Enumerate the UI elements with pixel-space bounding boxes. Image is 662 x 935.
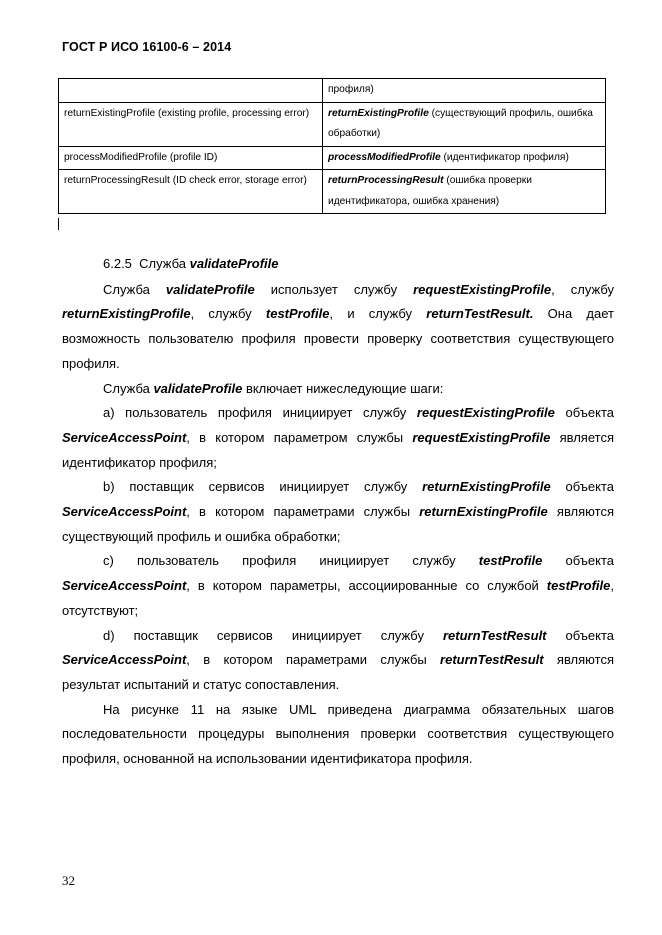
table-cell-left: returnProcessingResult (ID check error, storage error) xyxy=(59,170,323,214)
text-run: а) пользователь профиля инициирует службу xyxy=(103,405,417,421)
table-cell-right xyxy=(323,170,606,214)
text-run: , в котором параметрами службы xyxy=(186,504,420,520)
list-item-c xyxy=(62,549,614,623)
method-desc: (идентификатор профиля) xyxy=(440,151,569,163)
text-run: , в котором параметры, ассоциированные со службой xyxy=(186,578,547,594)
emphasis-term: requestExistingProfile xyxy=(412,429,551,445)
emphasis-term: testProfile xyxy=(546,578,611,594)
text-run: с) пользователь профиля инициирует службу xyxy=(103,553,479,569)
emphasis-term: ServiceAccessPoint xyxy=(62,652,187,668)
emphasis-term: returnExistingProfile xyxy=(62,306,191,322)
paragraph xyxy=(62,377,614,402)
list-item-a xyxy=(62,401,614,475)
emphasis-term: ServiceAccessPoint xyxy=(62,578,187,594)
text-run: , службу xyxy=(551,281,614,297)
page-number: 32 xyxy=(62,873,75,888)
table-cell-right xyxy=(323,146,606,170)
table-row xyxy=(59,170,606,214)
section-title-service: validateProfile xyxy=(189,256,279,271)
text-run: Служба xyxy=(103,380,154,396)
document-header: ГОСТ Р ИСО 16100-6 – 2014 xyxy=(62,40,232,54)
text-run: являются существующий профиль и ошибка обработки; xyxy=(62,504,614,544)
text-run: объекта xyxy=(546,627,614,643)
table-cell-left: returnExistingProfile (existing profile, processing error) xyxy=(59,102,323,146)
text-run: включает нижеследующие шаги: xyxy=(242,380,444,396)
text-run: Она дает возможность пользователю профиля провести проверку соответствия существующего профиля. xyxy=(62,306,614,371)
emphasis-term: returnTestResult xyxy=(440,652,544,668)
section-number: 6.2.5 xyxy=(103,256,132,271)
paragraph xyxy=(62,278,614,377)
text-run: использует службу xyxy=(254,281,414,297)
text-run: d) поставщик сервисов инициирует службу xyxy=(103,627,443,643)
text-run: является идентификатор профиля; xyxy=(62,429,614,470)
method-name: returnProcessingResult xyxy=(328,175,444,186)
table-edge-mark xyxy=(58,218,62,230)
table-row xyxy=(59,79,606,103)
text-run: объекта xyxy=(554,405,614,421)
table-row xyxy=(59,102,606,146)
text-run: , отсутствуют; xyxy=(62,578,614,618)
list-item-d xyxy=(62,624,614,698)
section-heading xyxy=(62,252,614,277)
emphasis-term: returnExistingProfile xyxy=(419,504,548,520)
document-body xyxy=(62,252,614,772)
text-run: , и службу xyxy=(329,306,427,322)
spec-table xyxy=(58,78,606,214)
table-cell-right xyxy=(323,79,606,103)
emphasis-term: validateProfile xyxy=(153,380,243,396)
method-name: returnExistingProfile xyxy=(328,107,429,119)
text-run: являются результат испытаний и статус сопоставления. xyxy=(62,652,614,692)
text-run: Служба xyxy=(103,281,166,297)
text-run: , в котором параметрами службы xyxy=(186,652,441,668)
emphasis-term: returnTestResult xyxy=(442,627,547,643)
emphasis-term: requestExistingProfile xyxy=(416,405,555,421)
text-run: На рисунке 11 на языке UML приведена диаграмма обязательных шагов последовательности процедуры выполнения проверки соответствия существующего профиля, основанной на использовании идентификатора профиля. xyxy=(62,701,614,767)
list-item-b xyxy=(62,475,614,549)
section-title-text: Служба xyxy=(139,256,190,271)
text-run: b) поставщик сервисов инициирует службу xyxy=(103,479,423,495)
method-name: processModifiedProfile xyxy=(328,151,441,163)
emphasis-term: validateProfile xyxy=(165,281,255,297)
text-run: , в котором параметром службы xyxy=(186,429,413,445)
text-run: объекта xyxy=(550,479,614,495)
emphasis-term: ServiceAccessPoint xyxy=(62,429,187,445)
emphasis-term: requestExistingProfile xyxy=(413,281,552,297)
text-run: объекта xyxy=(542,553,614,569)
table-cell-right xyxy=(323,102,606,146)
emphasis-term: ServiceAccessPoint xyxy=(62,504,187,520)
emphasis-term: testProfile xyxy=(265,306,330,322)
text-run: , службу xyxy=(190,306,266,322)
emphasis-term: testProfile xyxy=(478,553,543,569)
table-cell-left xyxy=(59,79,323,103)
emphasis-term: returnExistingProfile xyxy=(422,479,551,495)
table-row xyxy=(59,146,606,170)
method-desc: (ошибка проверки идентификатора, ошибка хранения) xyxy=(328,175,532,207)
emphasis-term: returnTestResult. xyxy=(426,306,534,322)
table-cell-left: processModifiedProfile (profile ID) xyxy=(59,146,323,170)
paragraph xyxy=(62,698,614,772)
method-desc: профиля) xyxy=(328,84,374,95)
method-desc: (существующий профиль, ошибка обработки) xyxy=(328,107,593,139)
